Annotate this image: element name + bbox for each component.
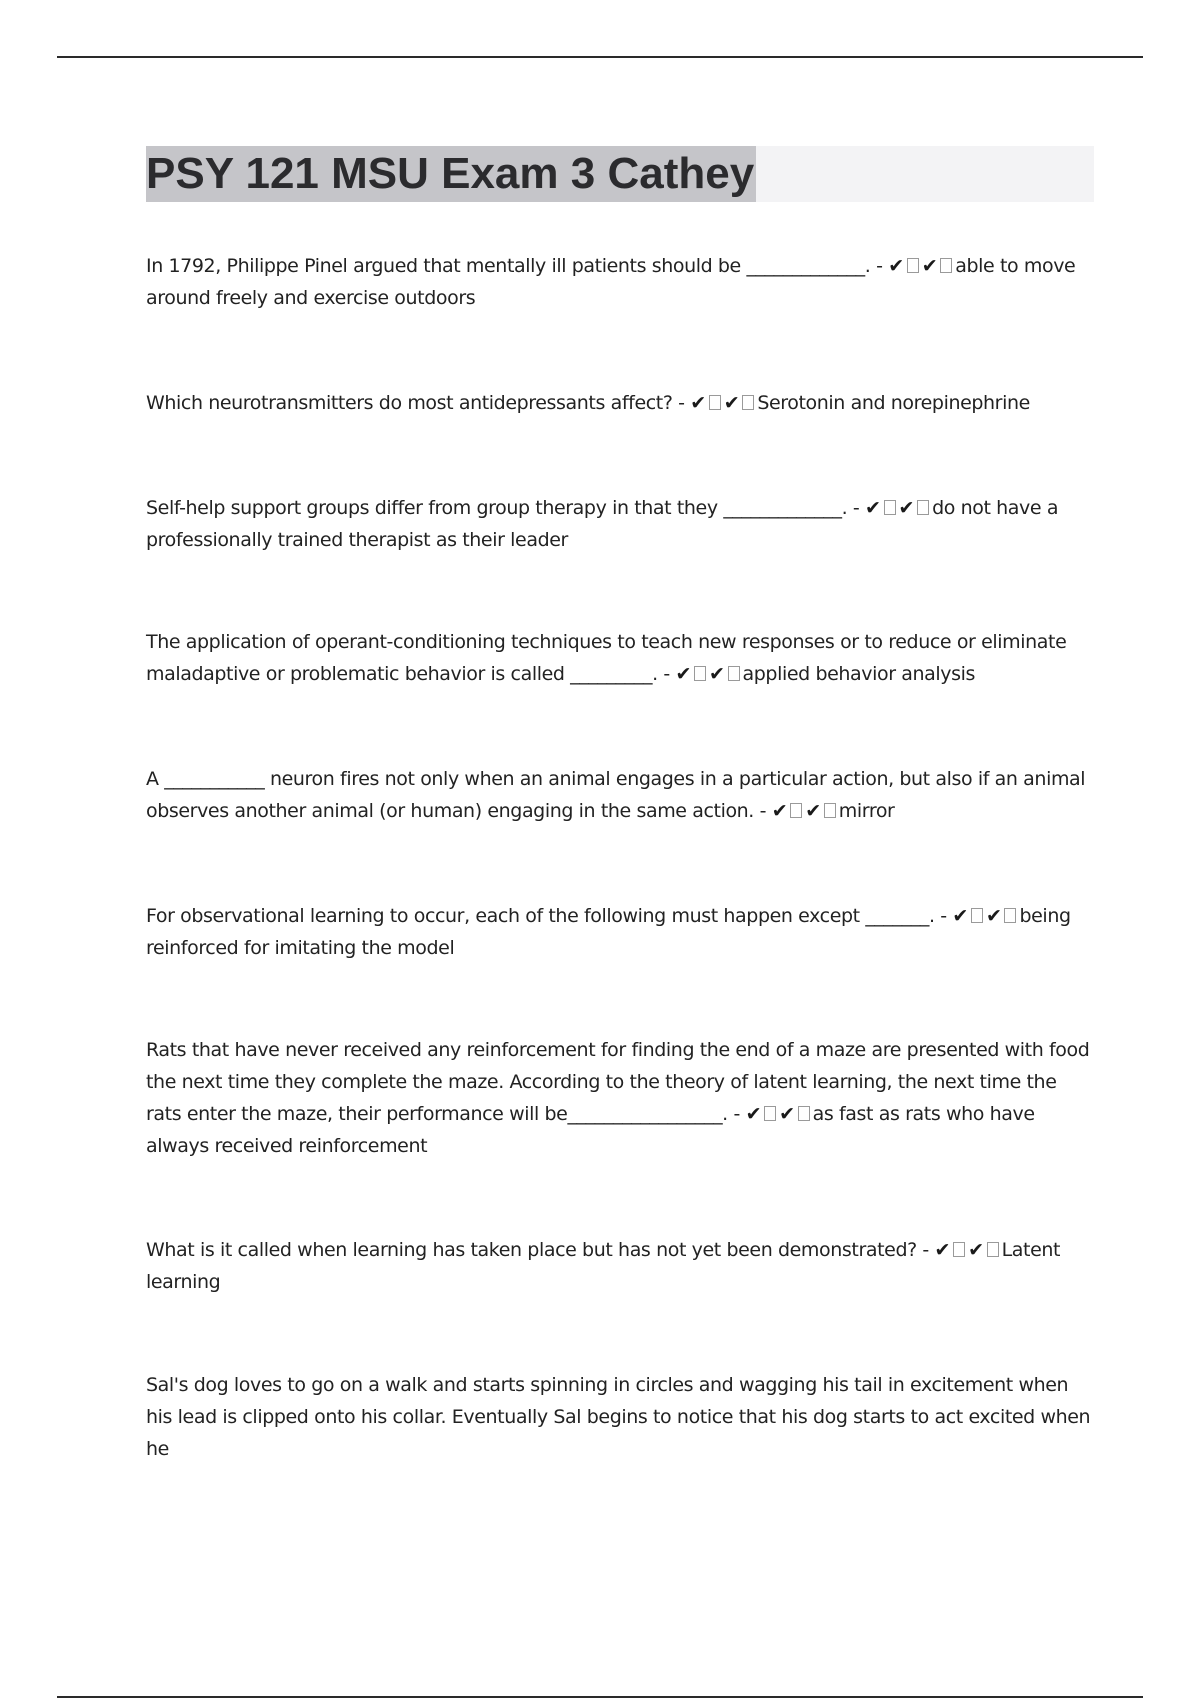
check-icon: ✔ bbox=[709, 663, 725, 685]
check-icon: ✔ bbox=[952, 905, 968, 927]
box-icon bbox=[694, 666, 706, 681]
check-icon: ✔ bbox=[968, 1239, 984, 1261]
qa-item bbox=[146, 1034, 1096, 1162]
box-icon bbox=[884, 500, 896, 515]
separator: - bbox=[870, 255, 889, 277]
box-icon bbox=[798, 1106, 810, 1121]
qa-item bbox=[146, 250, 1096, 314]
box-icon bbox=[953, 1242, 965, 1257]
answer-text: as fast as rats who have always received reinforcement bbox=[146, 1103, 1035, 1157]
separator: - bbox=[753, 800, 772, 822]
box-icon bbox=[940, 258, 952, 273]
qa-item bbox=[146, 763, 1096, 827]
box-icon bbox=[709, 395, 721, 410]
check-icon: ✔ bbox=[779, 1103, 795, 1125]
answer-text: able to move around freely and exercise outdoors bbox=[146, 255, 1076, 309]
check-icon: ✔ bbox=[745, 1103, 762, 1125]
separator: - bbox=[916, 1239, 935, 1261]
check-icon: ✔ bbox=[934, 1239, 951, 1261]
answer-text: Serotonin and norepinephrine bbox=[757, 392, 1030, 414]
qa-item bbox=[146, 626, 1096, 690]
document-title: PSY 121 MSU Exam 3 Cathey bbox=[146, 146, 756, 202]
question-text: The application of operant-conditioning techniques to teach new responses or to reduce or eliminate maladaptive or problematic behavior is called _________. bbox=[146, 631, 1067, 685]
separator: - bbox=[727, 1103, 746, 1125]
qa-item bbox=[146, 900, 1096, 964]
separator: - bbox=[657, 663, 676, 685]
qa-item bbox=[146, 492, 1096, 556]
check-icon: ✔ bbox=[888, 255, 904, 277]
check-icon: ✔ bbox=[771, 800, 788, 822]
question-text: Which neurotransmitters do most antidepressants affect? bbox=[146, 392, 673, 414]
separator: - bbox=[934, 905, 953, 927]
answer-text: applied behavior analysis bbox=[742, 663, 976, 685]
box-icon bbox=[728, 666, 740, 681]
check-icon: ✔ bbox=[985, 905, 1002, 927]
box-icon bbox=[742, 395, 754, 410]
check-icon: ✔ bbox=[723, 392, 740, 414]
box-icon bbox=[917, 500, 929, 515]
qa-item bbox=[146, 1234, 1096, 1298]
answer-text: Latent learning bbox=[146, 1239, 1061, 1293]
question-text: For observational learning to occur, each of the following must happen except _______. bbox=[146, 905, 935, 927]
question-text: Self-help support groups differ from group therapy in that they _____________. bbox=[146, 497, 848, 519]
question-text: Rats that have never received any reinforcement for finding the end of a maze are presented with food the next time they complete the maze. According to the theory of latent learning, the next time the rats enter the maze, their performance will be_________________. bbox=[146, 1039, 1090, 1125]
question-text: A ___________ neuron fires not only when an animal engages in a particular action, but also if an animal observes another animal (or human) engaging in the same action. bbox=[146, 768, 1086, 822]
check-icon: ✔ bbox=[898, 497, 915, 519]
answer-text: being reinforced for imitating the model bbox=[146, 905, 1071, 959]
top-rule bbox=[57, 56, 1143, 58]
answer-text: mirror bbox=[838, 800, 895, 822]
check-icon: ✔ bbox=[675, 663, 691, 685]
box-icon bbox=[790, 803, 802, 818]
check-icon: ✔ bbox=[921, 255, 938, 277]
box-icon bbox=[764, 1106, 776, 1121]
check-icon: ✔ bbox=[805, 800, 821, 822]
question-text: In 1792, Philippe Pinel argued that mentally ill patients should be _____________. bbox=[146, 255, 871, 277]
bottom-rule bbox=[57, 1696, 1143, 1698]
trailing-paragraph: Sal's dog loves to go on a walk and starts spinning in circles and wagging his tail in excitement when his lead is clipped onto his collar. Eventually Sal begins to notice that his dog starts to act excited when he bbox=[146, 1374, 1091, 1460]
box-icon bbox=[907, 258, 919, 273]
box-icon bbox=[1004, 908, 1016, 923]
box-icon bbox=[824, 803, 836, 818]
check-icon: ✔ bbox=[865, 497, 881, 519]
question-text: What is it called when learning has taken place but has not yet been demonstrated? bbox=[146, 1239, 917, 1261]
answer-text: do not have a professionally trained therapist as their leader bbox=[146, 497, 1059, 551]
qa-item bbox=[146, 387, 1096, 419]
box-icon bbox=[987, 1242, 999, 1257]
box-icon bbox=[971, 908, 983, 923]
check-icon: ✔ bbox=[690, 392, 706, 414]
separator: - bbox=[672, 392, 691, 414]
separator: - bbox=[847, 497, 866, 519]
